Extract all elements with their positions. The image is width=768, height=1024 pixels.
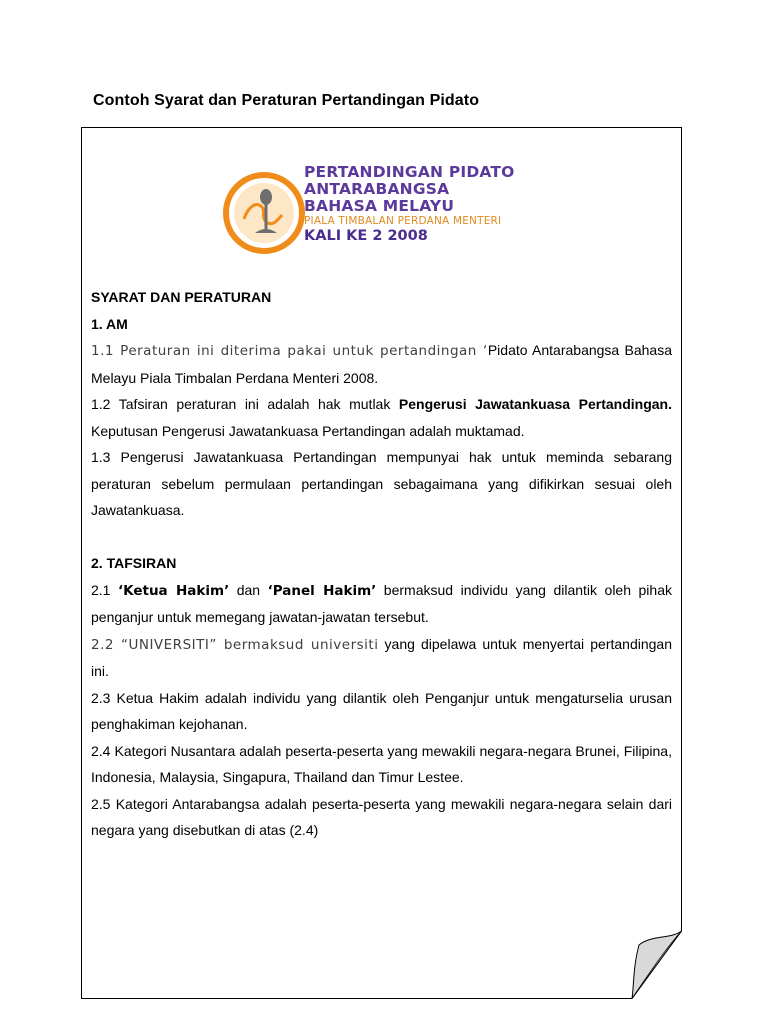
clause-1-2-bold: Pengerusi Jawatankuasa Pertandingan. [398, 396, 672, 412]
section-title-tafsiran: 2. TAFSIRAN [91, 555, 177, 571]
clause-2-1-num: 2.1 [91, 581, 118, 598]
clause-2-1-and: dan [229, 581, 268, 598]
clause-2-2-rest: yang dipelawa untuk menyertai pertandingan ini. [91, 635, 672, 679]
clause-1-1-rest: Pidato Antarabangsa Bahasa Melayu Piala Timbalan Perdana Menteri 2008. [91, 342, 672, 386]
term-ketua-hakim: ‘Ketua Hakim’ [117, 582, 230, 599]
microphone-globe-logo-icon [222, 171, 306, 255]
competition-banner [94, 162, 658, 260]
clause-1-2-rest: Keputusan Pengerusi Jawatankuasa Pertandingan adalah muktamad. [91, 422, 525, 439]
banner-line-2: ANTARABANGSA [304, 180, 450, 198]
clause-2-1-rest: bermaksud individu yang dilantik oleh pihak penganjur untuk memegang jawatan-jawatan tersebut. [91, 581, 672, 625]
rules-content [91, 284, 672, 844]
clause-1-2 [91, 391, 672, 444]
clause-2-3: 2.3 Ketua Hakim adalah individu yang dilantik oleh Penganjur untuk mengaturselia urusan penghakiman kejohanan. [91, 689, 672, 732]
clause-1-2-lead: 1.2 Tafsiran peraturan ini adalah hak mutlak [91, 396, 399, 412]
banner-line-3: BAHASA MELAYU [304, 197, 455, 215]
clause-2-2-lead: 2.2 “UNIVERSITI” bermaksud universiti [91, 636, 379, 653]
clause-2-5: 2.5 Kategori Antarabangsa adalah peserta-peserta yang mewakili negara-negara selain dari negara yang disebutkan di atas (2.4) [91, 795, 672, 838]
clause-1-1 [91, 337, 672, 391]
banner-text [304, 164, 515, 244]
banner-subtitle: PIALA TIMBALAN PERDANA MENTERI [304, 215, 502, 227]
clause-2-4: 2.4 Kategori Nusantara adalah peserta-peserta yang mewakili negara-negara Brunei, Filipina, Indonesia, Malaysia, Singapura, Thailand dan Timur Lestee. [91, 742, 672, 785]
term-panel-hakim: ‘Panel Hakim’ [267, 582, 377, 599]
clause-1-3: 1.3 Pengerusi Jawatankuasa Pertandingan mempunyai hak untuk meminda sebarang peraturan sebelum permulaan pertandingan sebagaimana yang difikirkan sesuai oleh Jawatankuasa. [91, 449, 672, 518]
banner-edition: KALI KE 2 2008 [304, 228, 428, 244]
section-spacer [91, 524, 672, 551]
rules-heading: SYARAT DAN PERATURAN [91, 289, 272, 305]
section-title-am: 1. AM [91, 315, 128, 332]
banner-line-1: PERTANDINGAN PIDATO [304, 163, 515, 181]
clause-1-1-lead: 1.1 Peraturan ini diterima pakai untuk pertandingan ‘ [91, 343, 488, 359]
clause-2-2 [91, 631, 672, 685]
page-title: Contoh Syarat dan Peraturan Pertandingan Pidato [93, 92, 480, 109]
clause-2-1 [91, 577, 672, 631]
